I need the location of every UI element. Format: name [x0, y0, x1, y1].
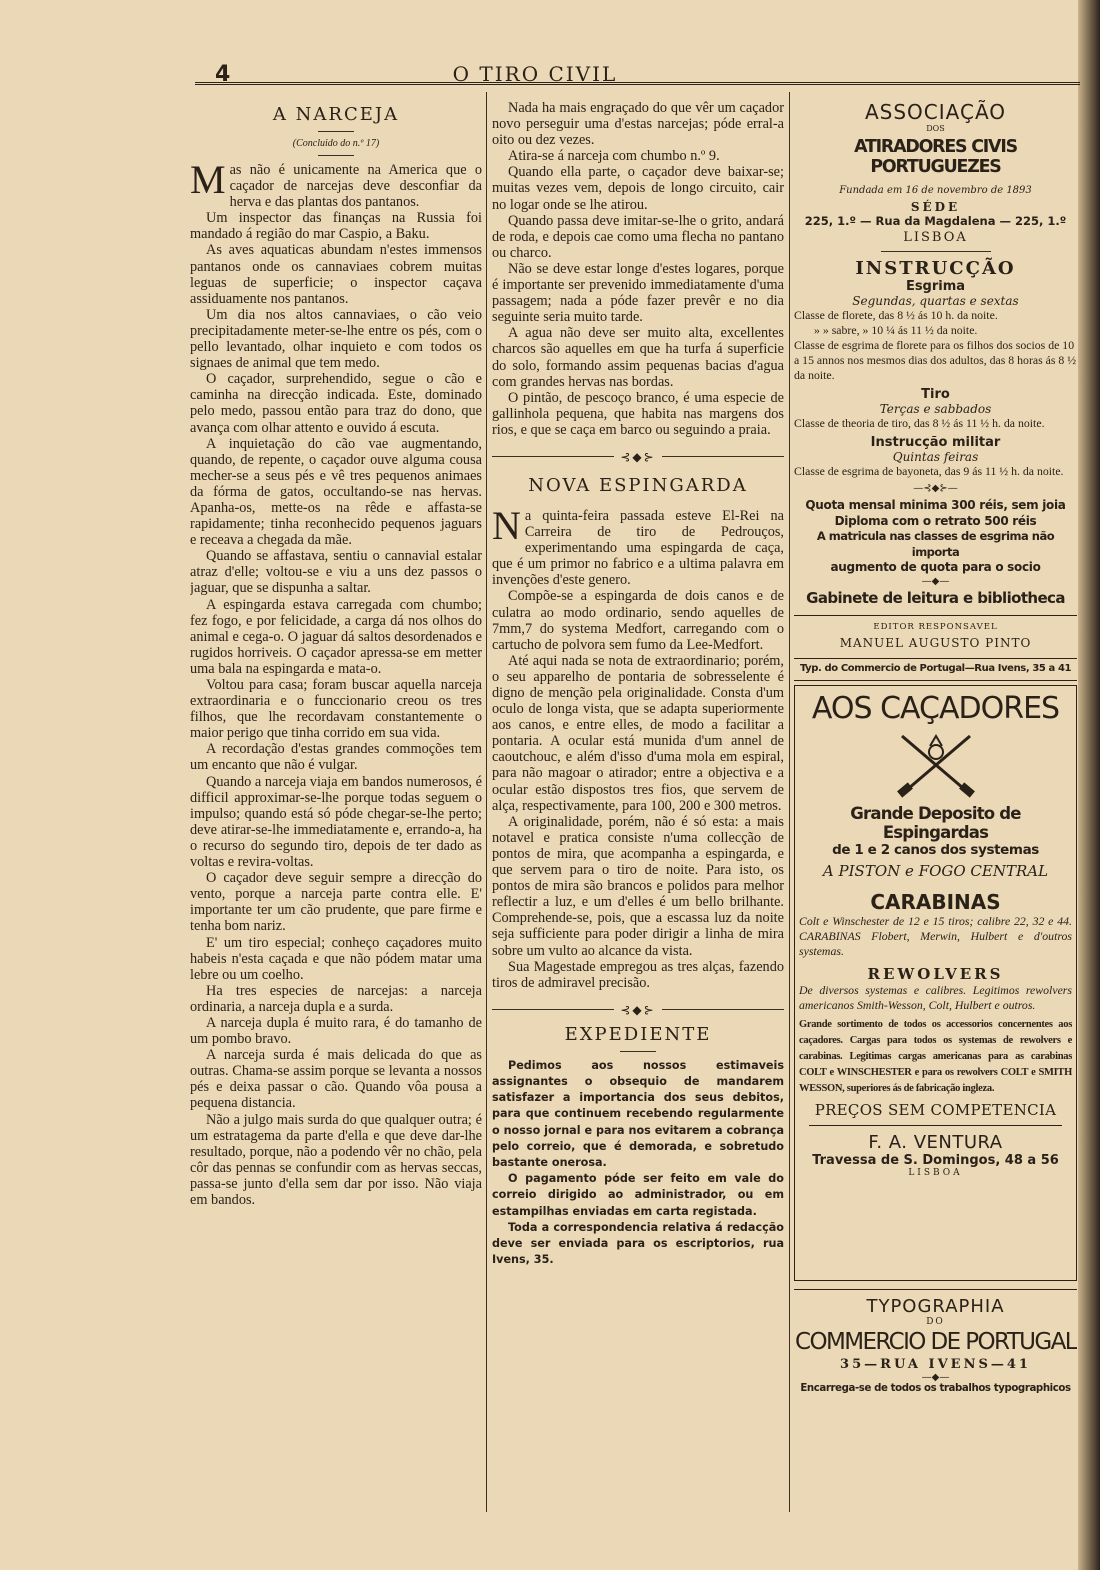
quota-line: A matricula nas classes de esgrima não importa: [816, 529, 1055, 559]
divider: [794, 615, 1077, 616]
notice-paragraph: Pedimos aos nossos estimaveis assignantes o obsequio de mandarem satisfazer a importancia dos seus debitos, para que continuem recebendo regularmente o nosso jornal e para nos evitarem a cobrança pelo correio, que é demorada, e sobretudo bastante onerosa.: [492, 1058, 784, 1169]
militar-title: Instrucção militar: [870, 435, 1001, 450]
esgrima-class: » » sabre, » 10 ¼ ás 11 ½ da noite.: [814, 323, 978, 337]
article-title-narceja: A NARCEJA: [272, 104, 400, 125]
gabinete-title: Gabinete de leitura e bibliotheca: [806, 588, 1065, 607]
article-paragraph: Um dia nos altos cannaviaes, o cão veio precipitadamente meter-se-lhe entre os pés, com o pello levantado, olhar inquieto e com todos os signaes de animal que tem medo.: [190, 306, 482, 372]
article-paragraph: Não se deve estar longe d'estes logares, porque é importante ser prevenido immediatamente d'uma passagem; nada a póde fazer prevêr e no dia seguinte seria muito tarde.: [492, 260, 784, 326]
typ-line: Typ. do Commercio de Portugal—Rua Ivens, 35 a 41: [799, 662, 1072, 674]
expediente-notice: [492, 1058, 784, 1269]
article-paragraph: A agua não deve ser muito alta, excellentes charcos são aquelles em que ha turfa á superficie do solo, formando assim pequenas bacias d'agua com grandes hervas nas bordas.: [492, 325, 784, 390]
esgrima-class: Classe de florete, das 8 ½ ás 10 h. da noite.: [794, 308, 998, 322]
tiro-title: Tiro: [921, 387, 950, 402]
article-paragraph: Voltou para casa; foram buscar aquella narceja extraordinaria e o funccionario creou os tres filhos, que lhe recordavam constantemente o maior perigo que tinha corrido em sua vida.: [190, 677, 482, 742]
quota-line: Quota mensal minima 300 réis, sem joia: [805, 498, 1066, 512]
page-edge-shadow: [1078, 0, 1100, 1570]
ad-title: AOS CAÇADORES: [811, 690, 1060, 726]
ad-carabinas-text: Colt e Winschester de 12 e 15 tiros; calibre 22, 32 e 44. CARABINAS Flobert, Merwin, Hulbert e d'outros systemas.: [799, 913, 1072, 958]
quota-line: augmento de quota para o socio: [830, 560, 1041, 574]
article-paragraph: Mas não é unicamente na America que o caçador de narcejas deve desconfiar da herva e das plantas dos pantanos.: [190, 157, 482, 211]
ad-name: F. A. VENTURA: [868, 1131, 1003, 1153]
assoc-sede: SÉDE: [910, 200, 961, 214]
tiro-days: Terças e sabbados: [879, 402, 992, 416]
article-paragraph: Não a julgo mais surda do que qualquer outra; é um estratagema da parte d'ella e que deve dar-lhe resultado, porque, não a podendo vêr no chão, pela côr das pennas se confundir com as hervas seccas, passa-se junto d'ella sem dar por isso. Não viaja em bandos.: [190, 1111, 482, 1208]
ad-address: Travessa de S. Domingos, 48 a 56: [812, 1152, 1059, 1168]
column-divider-2: [789, 92, 790, 1512]
column-1: [190, 100, 482, 1520]
article-paragraph: A narceja dupla é muito rara, é do tamanho de um pombo bravo.: [190, 1014, 482, 1048]
assoc-city: LISBOA: [903, 230, 968, 245]
article-paragraph: Quando passa deve imitar-se-lhe o grito, andará de roda, e depois cae como uma flecha no pantano ou charco.: [492, 212, 784, 261]
ornament-divider: ⊰◆⊱: [492, 456, 784, 457]
typo-address: 35—RUA IVENS—41: [840, 1356, 1031, 1372]
article-paragraph: Até aqui nada se nota de extraordinario; porém, o seu apparelho de pontaria de sobresselente é digno de menção pela originalidade. Consta d'um oculo de longa vista, que se adapta superiormente aos canos, e entre elles, de modo a facilitar a pontaria. A ocular está munida d'um annel de caoutchouc, e além d'isso d'uma mola em espiral, para não magoar o atirador; entre a objectiva e a ocular estão dispostos tres fios, que servem de alça, respectivamente, para 100, 200 e 300 metros.: [492, 652, 784, 814]
article-paragraph: A inquietação do cão vae augmentando, quando, de repente, o caçador ouve alguma cousa mecher-se a seus pés e vê tres pequenos animaes da fórma de gatos, occultando-se nas hervas. Apanha-os, mette-os na rêde e affasta-se rapidamente; tinha reconhecido pequenos jaguars e receava a chegada da mãe.: [190, 435, 482, 549]
article-paragraph: Quando ella parte, o caçador deve baixar-se; muitas vezes vem, depois de longo circuito, cair no logar onde se lhe atirou.: [492, 164, 784, 213]
divider: [881, 251, 991, 252]
militar-days: Quintas feiras: [892, 450, 979, 464]
ad-line: de 1 e 2 canos dos systemas: [832, 841, 1039, 858]
article-paragraph: A narceja surda é mais delicada do que as outras. Chama-se assim porque se levanta a nossos pés e deixa passar o cão. Quando vôa pousa a pequena distancia.: [190, 1047, 482, 1112]
article-paragraph: As aves aquaticas abundam n'estes immensos pantanos onde os cannaviaes cobrem muitas leguas de superficie; o inspector caçava assiduamente nos pantanos.: [190, 242, 482, 307]
ornament-divider: ⊰◆⊱: [492, 1009, 784, 1010]
article-paragraph: Compõe-se a espingarda de dois canos e de culatra ao modo ordinario, sendo aquelles de 7mm,7 do systema Medfort, carregando com o cartucho de polvora sem fumo da Lee-Medfort.: [492, 588, 784, 653]
article-subtitle: (Concluido do n.º 17): [292, 138, 380, 149]
newspaper-title: O TIRO CIVIL: [452, 62, 618, 86]
ad-rewolvers-text: De diversos systemas e calibres. Legitimos rewolvers americanos Smith-Wesson, Colt, Hulbert e outros.: [799, 982, 1072, 1012]
ad-city: LISBOA: [908, 1167, 963, 1178]
notice-paragraph: O pagamento póde ser feito em vale do correio dirigido ao administrador, ou em estampilhas enviadas em carta registada.: [492, 1172, 784, 1218]
column-divider-1: [486, 92, 487, 1512]
title-rule: [620, 1051, 656, 1052]
page-number: 4: [215, 62, 231, 87]
article-paragraph: Na quinta-feira passada esteve El-Rei na Carreira de tiro de Pedrouços, experimentando uma espingarda de caça, que é um primor no fabrico e a ultima palavra em invenções d'este genero.: [492, 502, 784, 589]
typo-tagline: Encarrega-se de todos os trabalhos typographicos: [800, 1382, 1071, 1394]
esgrima-days: Segundas, quartas e sextas: [852, 294, 1019, 308]
article-paragraph: Ha tres especies de narcejas: a narceja ordinaria, a narceja dupla e a surda.: [190, 982, 482, 1015]
esgrima-class: Classe de esgrima de florete para os filhos dos socios de 10 a 15 annos nos mesmos dias dos adultos, das 8 horas ás 8 ½ da noite.: [794, 338, 1077, 382]
article-title-expediente: EXPEDIENTE: [564, 1023, 712, 1045]
ornament: —⊰◆⊱—: [913, 483, 958, 494]
ad-rewolvers-title: REWOLVERS: [867, 964, 1004, 983]
header-rule: [195, 82, 1080, 85]
ad-line: A PISTON e FOGO CENTRAL: [822, 861, 1049, 880]
divider: [794, 680, 1077, 681]
typo-name: COMMERCIO DE PORTUGAL: [795, 1328, 1076, 1355]
article-paragraph: A recordação d'estas grandes commoções tem um encanto que não é vulgar.: [190, 741, 482, 774]
article-paragraph: Um inspector das finanças na Russia foi mandado á região do mar Caspio, a Baku.: [190, 210, 482, 243]
ornament: —◆—: [921, 1371, 950, 1383]
drop-cap: M: [190, 157, 226, 202]
divider: [809, 1125, 1062, 1126]
article-paragraph: O caçador, surprehendido, segue o cão e caminha na direcção indicada. Este, dominado pelo medo, passou então para traz do dono, que avança com olhar attento e ouvido á escuta.: [190, 371, 482, 436]
article-paragraph: O pintão, de pescoço branco, é uma especie de gallinhola pequena, que habita nas margens dos rios, e que se caça em barco ou seguindo a praia.: [492, 389, 784, 438]
divider: [794, 1289, 1077, 1290]
ornament: —◆—: [921, 575, 950, 587]
subtitle-rule: [318, 155, 354, 156]
article-paragraph: A originalidade, porém, não é só esta: a mais notavel e pratica consiste n'uma collecção de pontos de mira, que acompanha a espingarda, e que servem para o tiro de noite. Para isto, os pontos de mira são brancos e polidos para melhor reflectir a luz, e um d'elles é um bello brilhante. Comprehende-se, pois, que a escassa luz da noite seja sufficiente para poder dirigir a linha de mira sobre um vulto ao alcance da vista.: [492, 813, 784, 959]
article-title-espingarda: NOVA ESPINGARDA: [528, 474, 748, 496]
notice-paragraph: Toda a correspondencia relativa á redacção deve ser enviada para os escriptorios, rua Ivens, 35.: [492, 1220, 784, 1267]
editor-name: MANUEL AUGUSTO PINTO: [839, 635, 1032, 650]
drop-cap: N: [492, 502, 521, 548]
ad-carabinas-title: CARABINAS: [870, 889, 1001, 914]
instr-title: INSTRUCÇÃO: [855, 258, 1016, 279]
article-paragraph: E' um tiro especial; conheço caçadores muito habeis n'esta caçada e que não pódem matar uma lebre ou um coelho.: [190, 934, 482, 983]
title-rule: [318, 131, 354, 132]
militar-class: Classe de esgrima de bayoneta, das 9 ás 11 ½ h. da noite.: [794, 464, 1064, 478]
ad-line: Grande Deposito de Espingardas: [850, 803, 1021, 842]
article-paragraph: Nada ha mais engraçado do que vêr um caçador novo perseguir uma d'estas narcejas; póde erral-a oito ou dez vezes.: [492, 100, 784, 149]
ad-aos-cacadores: [794, 685, 1077, 1281]
quota-line: Diploma com o retrato 500 réis: [834, 513, 1037, 528]
article-paragraph: A espingarda estava carregada com chumbo; fez fogo, e por felicidade, a carga dá nos olhos do animal e cega-o. O jaguar dá saltos desordenados e rugidos horriveis. O caçador apressa-se em metter uma bala na espingarda e mata-o.: [190, 596, 482, 677]
article-paragraph: Atira-se á narceja com chumbo n.º 9.: [508, 148, 720, 165]
ad-sortimento: Grande sortimento de todos os accessorios concernentes aos caçadores. Cargas para todos os systemas de rewolvers e carabinas. Legitimas cargas americanas para as carabinas COLT e WINSCHESTER e para os rewolvers COLT e SMITH WESSON, superiores ás de fabricação ingleza.: [799, 1018, 1072, 1094]
article-paragraph: Sua Magestade empregou as tres alças, fazendo tiros de admiravel precisão.: [492, 958, 784, 991]
editor-label: EDITOR RESPONSAVEL: [873, 621, 998, 632]
article-paragraph: O caçador deve seguir sempre a direcção do vento, porque a narceja parte contra elle. E' importante ter um cão prudente, que pare firme e tenha bom nariz.: [190, 870, 482, 935]
divider: [794, 658, 1077, 659]
crossed-rifles-icon: [799, 732, 1072, 798]
article-paragraph: Quando a narceja viaja em bandos numerosos, é difficil approximar-se-lhe porque todas seguem o impulso; quando está só póde chegar-se-lhe perto; deve atirar-se-lhe immediatamente e, errando-a, ha o recurso do segundo tiro, depois de ter dado as voltas e revira-voltas.: [190, 773, 482, 871]
assoc-address: 225, 1.º — Rua da Magdalena — 225, 1.º: [804, 214, 1067, 228]
esgrima-title: Esgrima: [905, 279, 966, 294]
article-paragraph: Quando se affastava, sentiu o cannavial estalar atraz d'elle; voltou-se e viu a uns dez passos o jaguar, que se dispunha a saltar.: [190, 548, 482, 597]
assoc-title: ASSOCIAÇÃO: [864, 100, 1007, 124]
assoc-founded: Fundada em 16 de novembro de 1893: [839, 185, 1032, 196]
assoc-dos: DOS: [926, 124, 945, 133]
typo-title: TYPOGRAPHIA: [866, 1295, 1005, 1317]
ad-precos: PREÇOS SEM COMPETENCIA: [814, 1100, 1057, 1119]
assoc-name: ATIRADORES CIVIS PORTUGUEZES: [854, 137, 1017, 177]
typo-do: DO: [926, 1316, 945, 1327]
column-3: [794, 100, 1077, 1520]
column-2: [492, 100, 784, 1520]
tiro-class: Classe de theoria de tiro, das 8 ½ ás 11 ½ h. da noite.: [794, 416, 1045, 430]
